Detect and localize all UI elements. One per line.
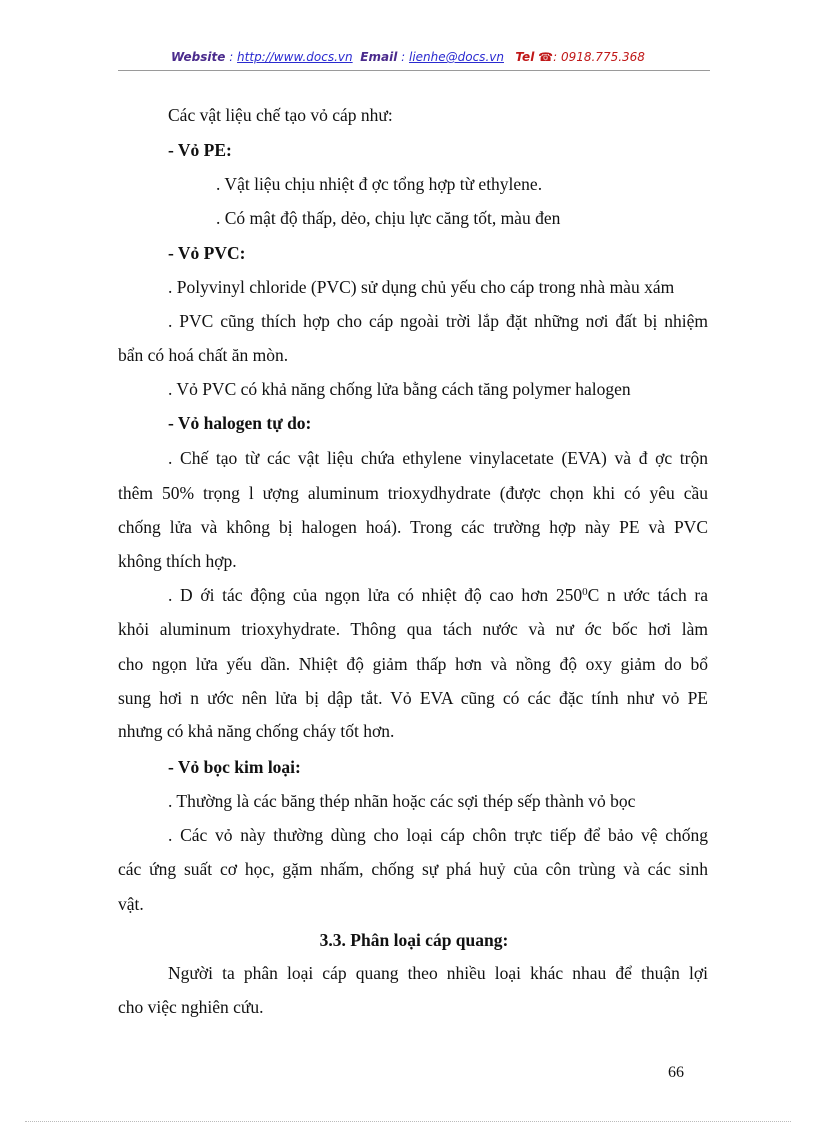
halogen-item-2-line-2: khỏi aluminum trioxyhydrate. Thông qua tách nước và nư ớc bốc hơi làm (118, 619, 708, 639)
halogen-item-1-line-2: thêm 50% trọng l ượng aluminum trioxydhydrate (được chọn khi có yêu cầu (118, 483, 708, 503)
pe-heading: - Vỏ PE: (168, 140, 232, 160)
pe-item-2: . Có mật độ thấp, dẻo, chịu lực căng tốt, màu đen (216, 208, 561, 228)
website-link[interactable]: http://www.docs.vn (237, 50, 353, 64)
classification-line-2: cho việc nghiên cứu. (118, 997, 264, 1017)
page-bottom-border (25, 1121, 791, 1122)
halogen-heading: - Vỏ halogen tự do: (168, 413, 312, 433)
halogen-item-1-line-3: chống lửa và không bị halogen hoá). Trong các trường hợp này PE và PVC (118, 517, 708, 537)
halogen-item-1-line-4: không thích hợp. (118, 551, 237, 571)
pvc-heading: - Vỏ PVC: (168, 243, 246, 263)
page-header (0, 50, 816, 64)
page-number: 66 (668, 1064, 684, 1081)
metal-item-1: . Thường là các băng thép nhãn hoặc các sợi thép sếp thành vỏ bọc (168, 791, 636, 811)
halogen-item-2-text-cont: C n ước tách ra (587, 585, 708, 605)
website-label: Website (171, 50, 226, 64)
halogen-item-2-line-3: cho ngọn lửa yếu dần. Nhiệt độ giảm thấp hơn và nồng độ oxy giảm do bổ (118, 654, 708, 674)
halogen-item-2-line-5: nhưng có khả năng chống cháy tốt hơn. (118, 721, 395, 741)
email-link[interactable]: lienhe@docs.vn (408, 50, 504, 64)
halogen-item-1-line-1: . Chế tạo từ các vật liệu chứa ethylene vinylacetate (EVA) và đ ợc trộn (168, 448, 708, 468)
phone-icon: ☎ (538, 50, 554, 64)
intro-text: Các vật liệu chế tạo vỏ cáp như: (168, 105, 393, 125)
header-divider (118, 70, 710, 71)
halogen-item-2-line-1 (168, 584, 708, 606)
halogen-item-2-line-4: sung hơi n ước nên lửa bị dập tắt. Vỏ EVA cũng có các đặc tính như vỏ PE (118, 688, 708, 708)
website-separator: : (225, 50, 238, 64)
phone-number: : 0918.775.368 (553, 50, 645, 64)
pvc-item-1: . Polyvinyl chloride (PVC) sử dụng chủ yếu cho cáp trong nhà màu xám (168, 277, 675, 297)
metal-item-2-line-1: . Các vỏ này thường dùng cho loại cáp chôn trực tiếp để bảo vệ chống (168, 825, 708, 845)
email-separator: : (397, 50, 409, 64)
pvc-item-3: . Vỏ PVC có khả năng chống lửa bằng cách tăng polymer halogen (168, 379, 631, 399)
tel-label: Tel (515, 50, 535, 64)
section-title: 3.3. Phân loại cáp quang: (319, 930, 509, 950)
metal-item-2-line-3: vật. (118, 894, 144, 914)
pe-item-1: . Vật liệu chịu nhiệt đ ợc tổng hợp từ ethylene. (216, 174, 543, 194)
metal-heading: - Vỏ bọc kim loại: (168, 757, 301, 777)
degree-superscript: 0 (582, 586, 588, 598)
pvc-item-2-line-1: . PVC cũng thích hợp cho cáp ngoài trời lắp đặt những nơi đất bị nhiệm (168, 311, 708, 331)
halogen-item-2-text: . D ới tác động của ngọn lửa có nhiệt độ cao hơn 250 (168, 585, 583, 605)
pvc-item-2-line-2: bẩn có hoá chất ăn mòn. (118, 345, 289, 365)
classification-line-1: Người ta phân loại cáp quang theo nhiều loại khác nhau để thuận lợi (168, 963, 708, 983)
metal-item-2-line-2: các ứng suất cơ học, gặm nhấm, chống sự phá huỷ của côn trùng và các sinh (118, 859, 708, 879)
email-label: Email (360, 50, 398, 64)
